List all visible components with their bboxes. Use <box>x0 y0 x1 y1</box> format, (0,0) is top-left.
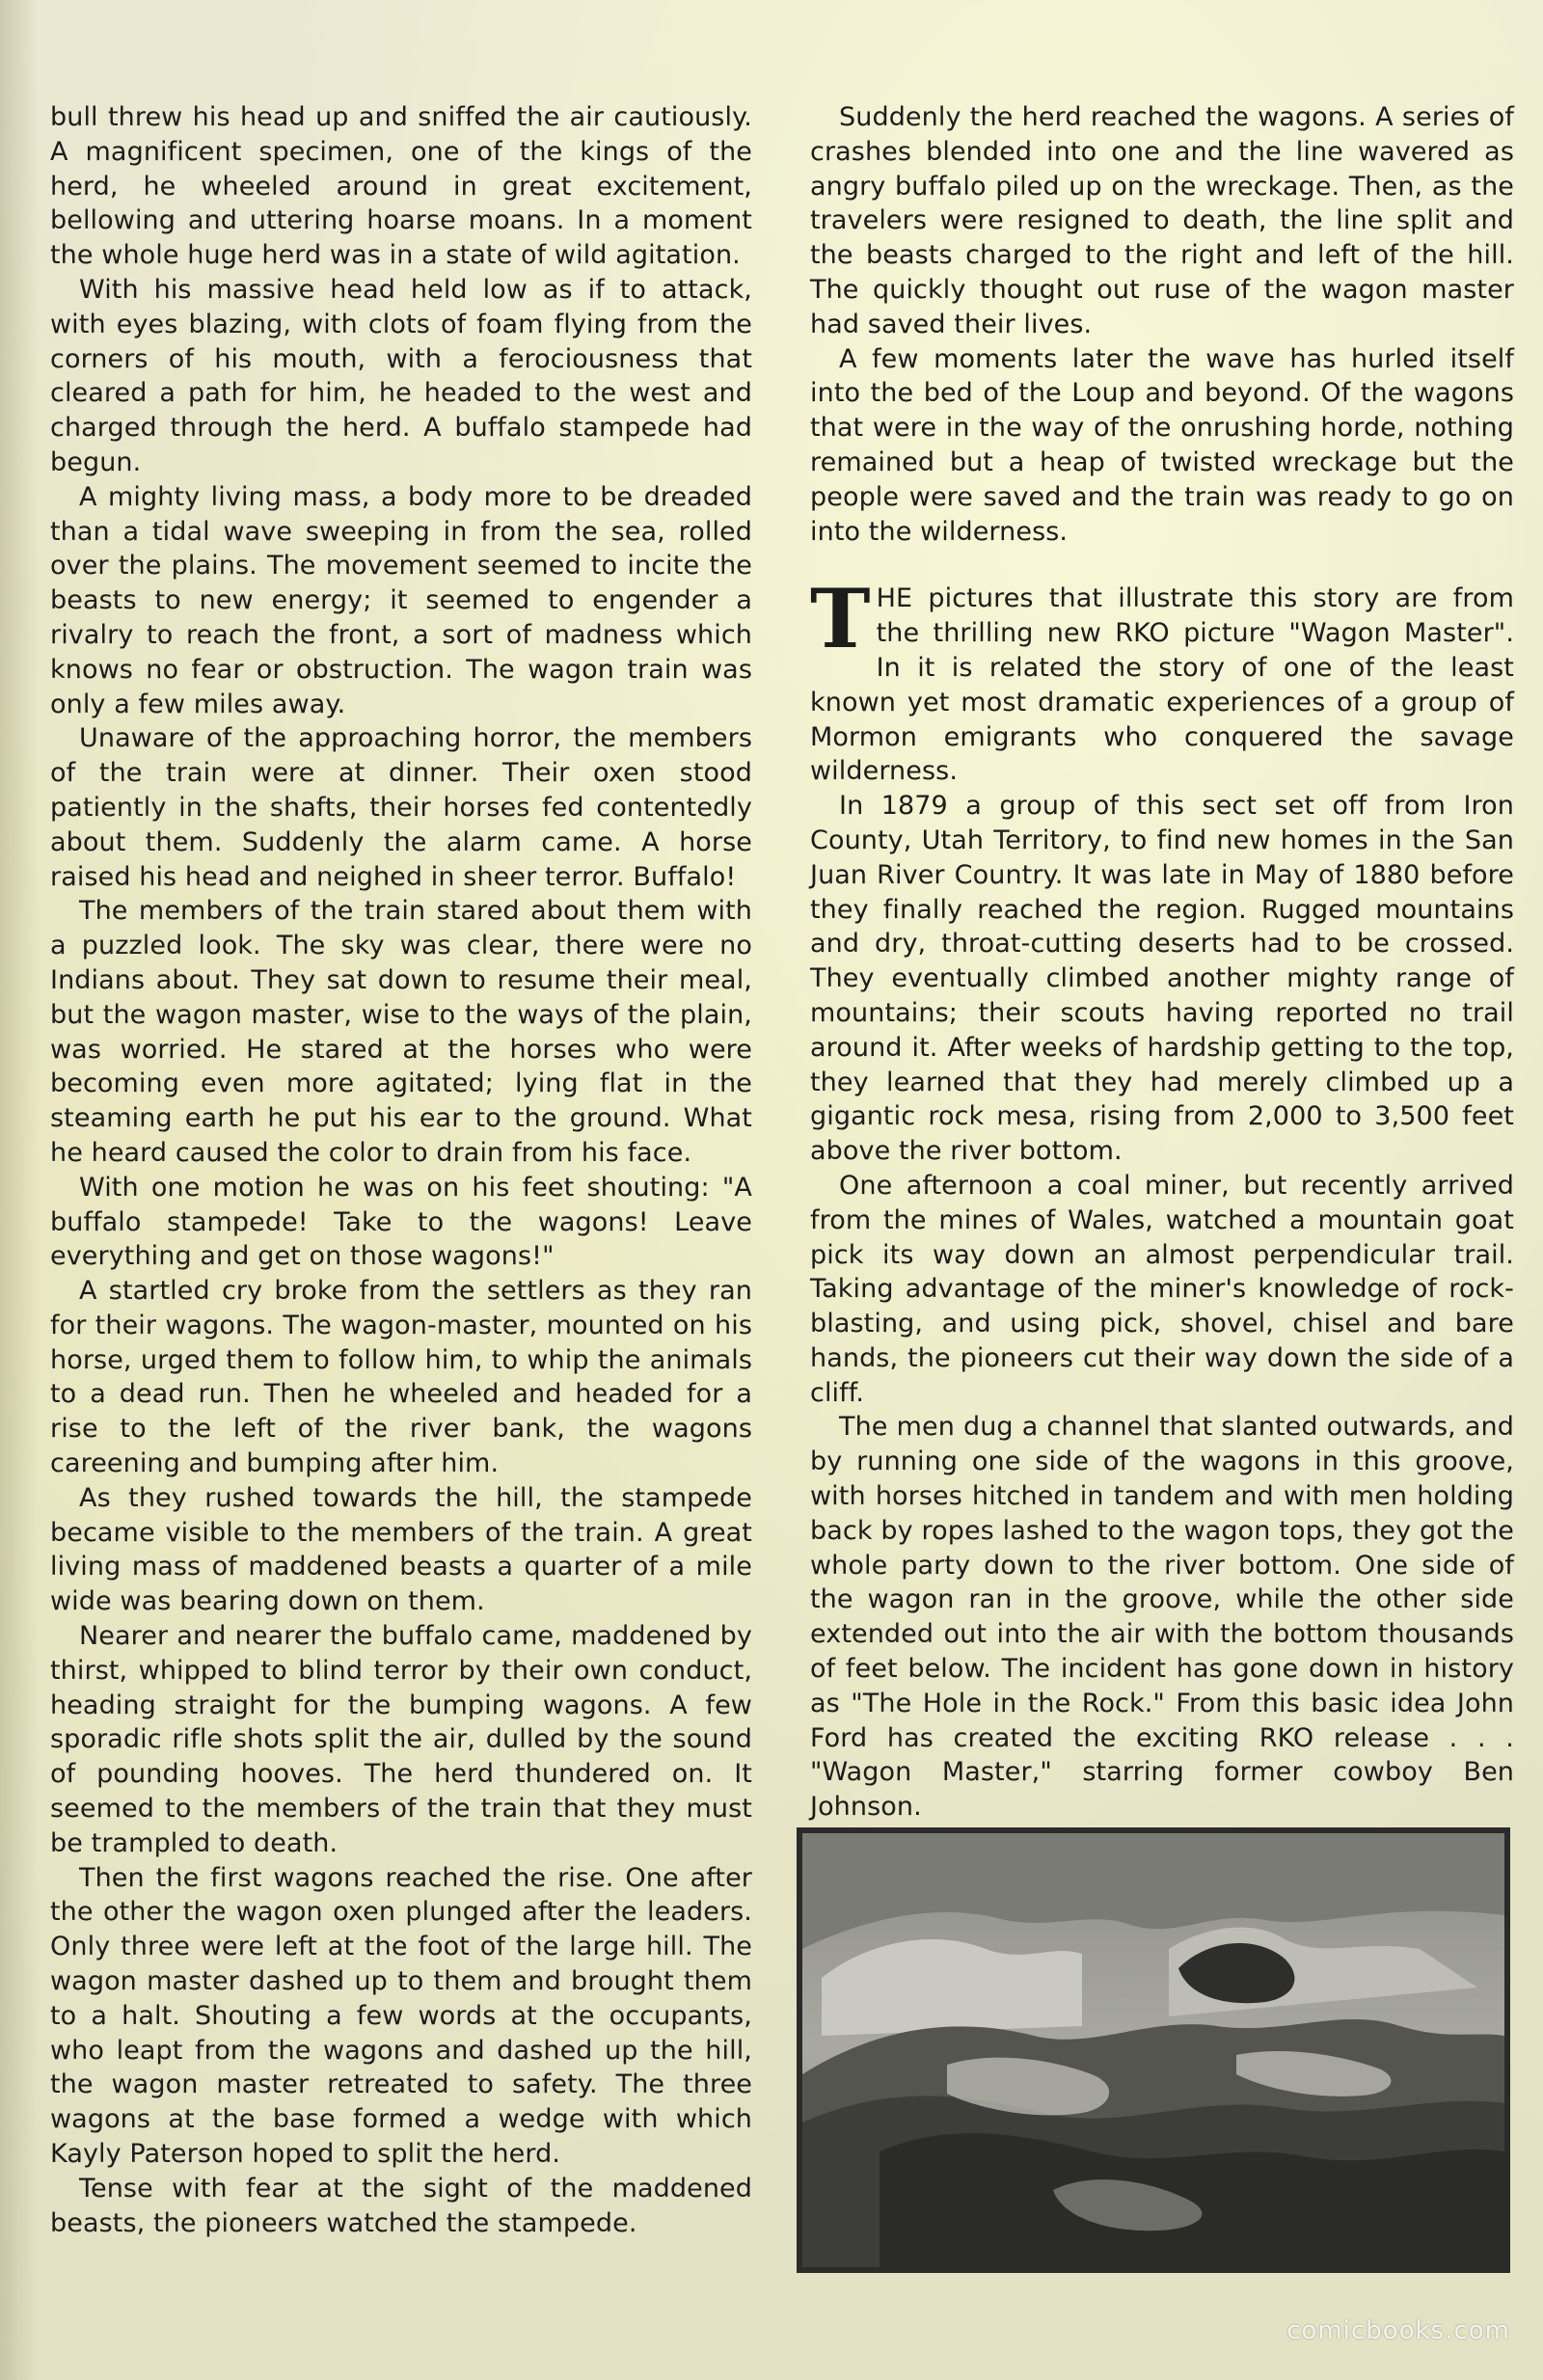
story-paragraph-1: bull threw his head up and sniffed the air cautiously. A magnificent specimen, one of the kings of the herd, he wheeled around in great excitement, bellowing and uttering hoarse moans. In a moment the whole huge herd was in a state of wild agitation. <box>50 102 752 271</box>
story-paragraph-8: As they rushed towards the hill, the stampede became visible to the members of the train. A great living mass of maddened beasts a quarter of a mile wide was bearing down on them. <box>50 1482 752 1617</box>
story-paragraph-13: A few moments later the wave has hurled itself into the bed of the Loup and beyond. Of the wagons that were in the way of the onrushing horde, nothing remained but a heap of twisted wreckage but the people were saved and the train was ready to go on into the wilderness. <box>810 343 1514 547</box>
story-paragraph-2: With his massive head held low as if to attack, with eyes blazing, with clots of foam flying from the corners of his mouth, with a ferociousness that cleared a path for him, he headed to the west and charged through the herd. A buffalo stampede had begun. <box>50 274 752 477</box>
film-still-photo <box>797 1827 1510 2273</box>
right-text-column <box>810 100 1514 1825</box>
story-paragraph-11: Tense with fear at the sight of the maddened beasts, the pioneers watched the stampede. <box>50 2173 752 2238</box>
story-paragraph-12: Suddenly the herd reached the wagons. A series of crashes blended into one and the line wavered as angry buffalo piled up on the wreckage. Then, as the travelers were resigned to death, the line split and the beasts charged to the right and left of the hill. The quickly thought out ruse of the wagon master had saved their lives. <box>810 102 1514 339</box>
left-text-column <box>50 100 752 2240</box>
story-paragraph-5: The members of the train stared about them with a puzzled look. The sky was clear, there were no Indians about. They sat down to resume their meal, but the wagon master, wise to the ways of the plain, was worried. He stared at the horses who were becoming even more agitated; lying flat in the steaming earth he put his ear to the ground. What he heard caused the color to drain from his face. <box>50 896 752 1168</box>
site-watermark: comicbooks.com <box>1286 2316 1510 2345</box>
story-paragraph-6: With one motion he was on his feet shouting: "A buffalo stampede! Take to the wagons! Leave everything and get on those wagons!" <box>50 1172 752 1272</box>
story-paragraph-7: A startled cry broke from the settlers as they ran for their wagons. The wagon-master, mounted on his horse, urged them to follow him, to whip the animals to a dead run. Then he wheeled and headed for a rise to the left of the river bank, the wagons careening and bumping after him. <box>50 1276 752 1479</box>
feature-paragraph-3: The men dug a channel that slanted outwards, and by running one side of the wagons in this groove, with horses hitched in tandem and with men holding back by ropes lashed to the wagon tops, they got the whole party down to the river bottom. One side of the wagon ran in the groove, while the other side extended out into the air with the bottom thousands of feet below. The incident has gone down in history as "The Hole in the Rock." From this basic idea John Ford has created the exciting RKO release . . . "Wagon Master," starring former cowboy Ben Johnson. <box>810 1412 1514 1823</box>
section-gap <box>810 549 1514 581</box>
story-paragraph-10: Then the first wagons reached the rise. One after the other the wagon oxen plunged after the leaders. Only three were left at the foot of the large hill. The wagon master dashed up to them and brought them to a halt. Shouting a few words at the occupants, who leapt from the wagons and dashed up the hill, the wagon master retreated to safety. The three wagons at the base formed a wedge with which Kayly Paterson hoped to split the herd. <box>50 1862 752 2170</box>
story-paragraph-9: Nearer and nearer the buffalo came, maddened by thirst, whipped to blind terror by their own conduct, heading straight for the bumping wagons. A few sporadic rifle shots split the air, dulled by the sound of pounding hooves. The herd thundered on. It seemed to the members of the train that they must be trampled to death. <box>50 1621 752 1858</box>
story-paragraph-3: A mighty living mass, a body more to be dreaded than a tidal wave sweeping in from the sea, rolled over the plains. The movement seemed to incite the beasts to new energy; it seemed to engender a rivalry to reach the front, a sort of madness which knows no fear or obstruction. The wagon train was only a few miles away. <box>50 481 752 719</box>
feature-intro-paragraph <box>810 571 1514 789</box>
feature-paragraph-1: In 1879 a group of this sect set off from Iron County, Utah Territory, to find new homes in the San Juan River Country. It was late in May of 1880 before they finally reached the region. Rugged mountains and dry, throat-cutting deserts had to be crossed. They eventually climbed another mighty range of mountains; their scouts having reported no trail around it. After weeks of hardship getting to the top, they learned that they had merely climbed up a gigantic rock mesa, rising from 2,000 to 3,500 feet above the river bottom. <box>810 791 1514 1167</box>
story-paragraph-4: Unaware of the approaching horror, the members of the train were at dinner. Their oxen stood patiently in the shafts, their horses fed contentedly about them. Suddenly the alarm came. A horse raised his head and neighed in sheer terror. Buffalo! <box>50 723 752 892</box>
film-still-illustration <box>802 1833 1504 2267</box>
feature-paragraph-2: One afternoon a coal miner, but recently arrived from the mines of Wales, watched a mountain goat pick its way down an almost perpendicular trail. Taking advantage of the miner's knowledge of rock-blasting, and using pick, shovel, chisel and bare hands, the pioneers cut their way down the side of a cliff. <box>810 1170 1514 1408</box>
drop-cap: T <box>810 571 871 667</box>
feature-intro-text: HE pictures that illustrate this story are from the thrilling new RKO picture "Wagon Master". In it is related the story of one of the least known yet most dramatic experiences of a group of Mormon emigrants who conquered the savage wilderness. <box>810 583 1514 787</box>
